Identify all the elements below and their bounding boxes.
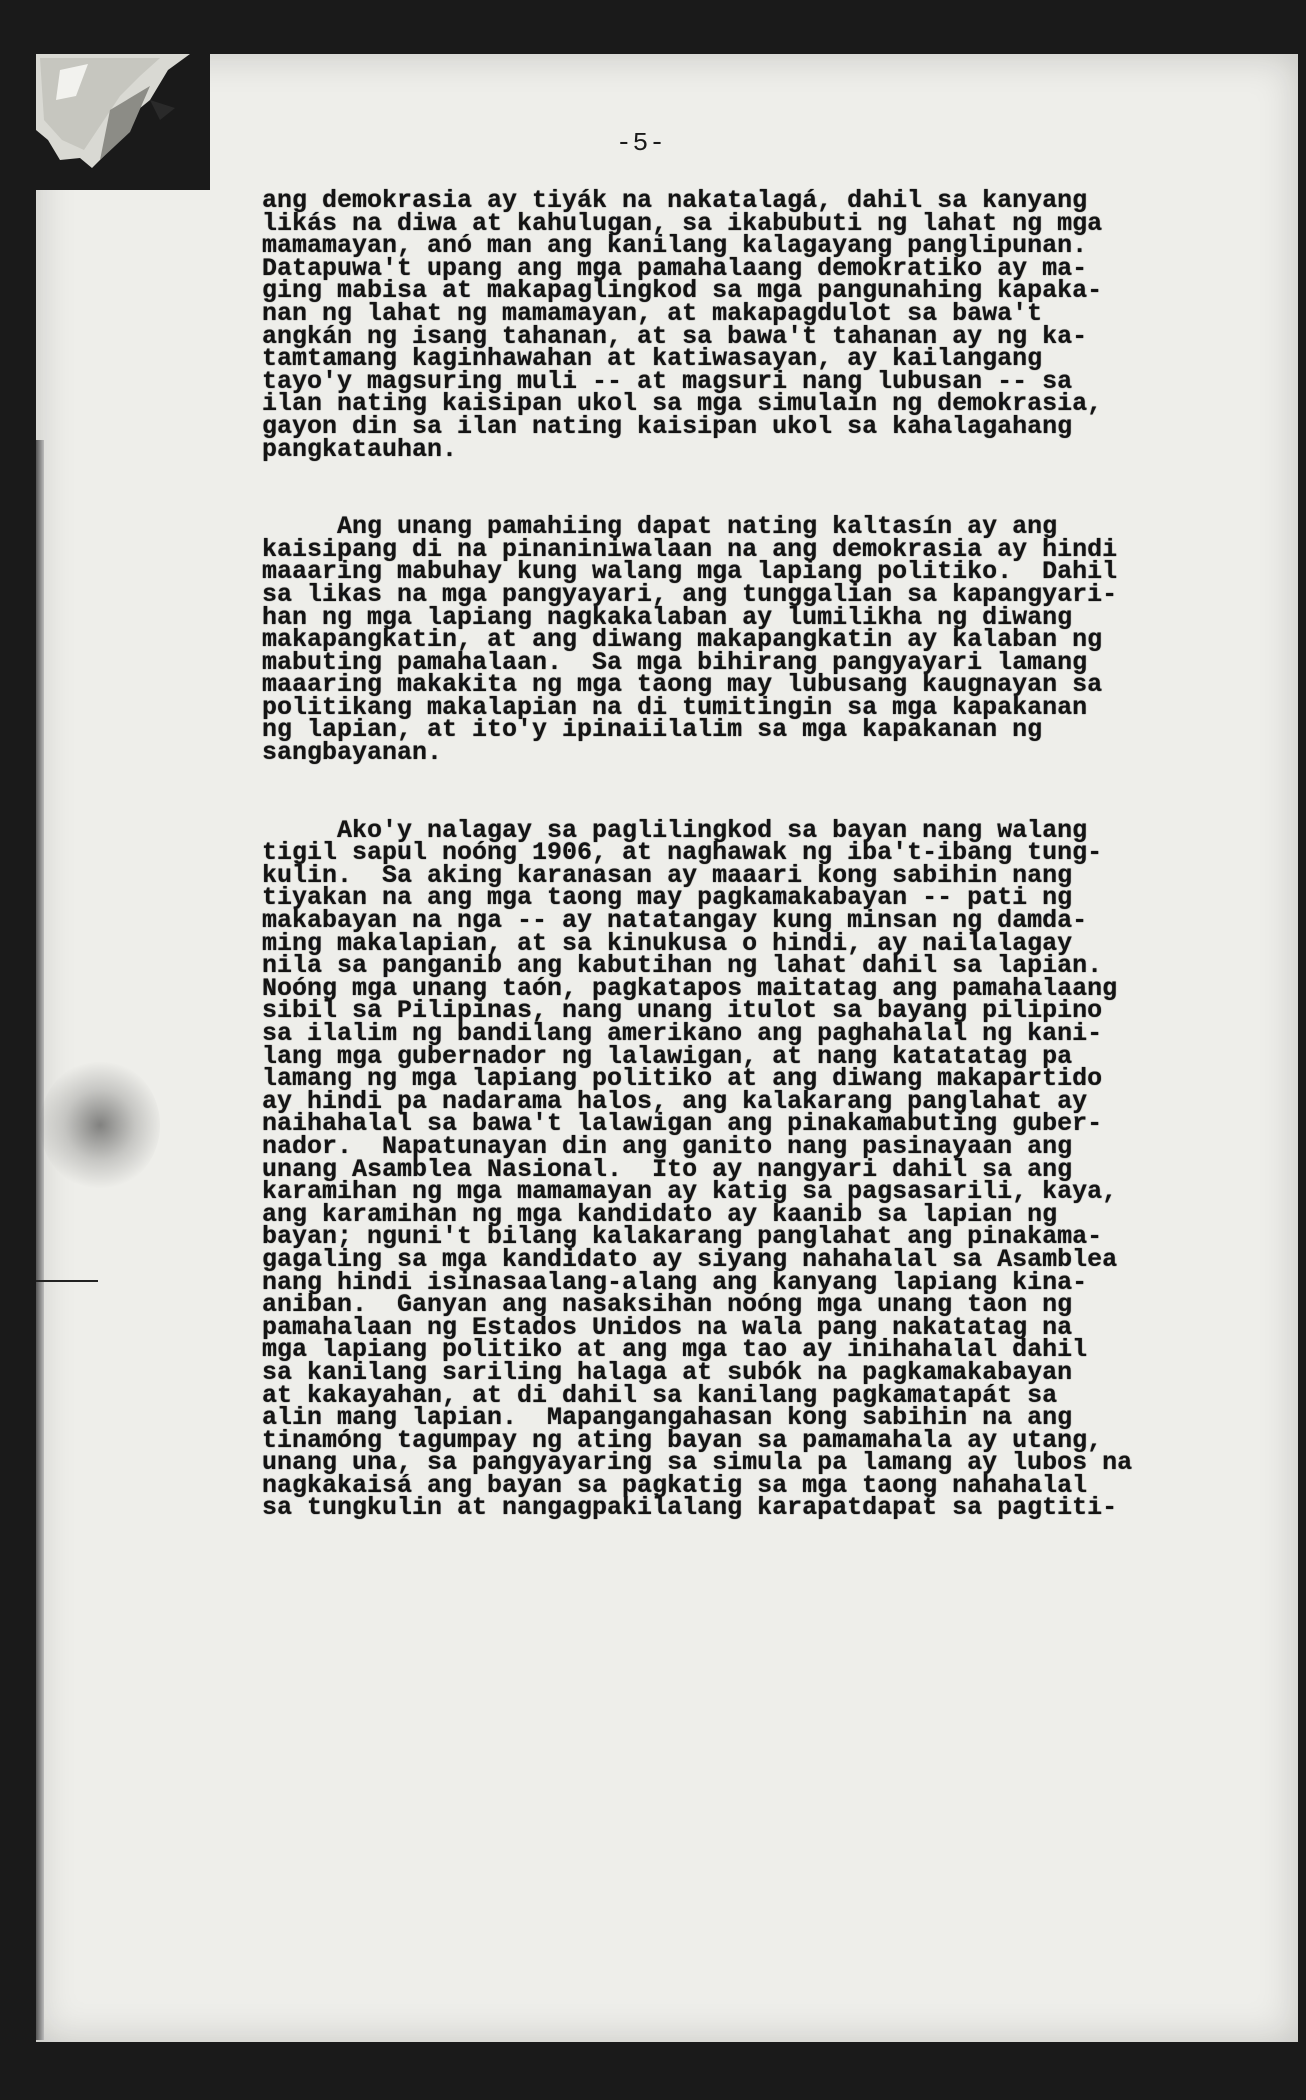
text-line: unang Asamblea Nasional. Ito ay nangyari dahil sa ang (262, 1154, 1073, 1184)
text-line: pamahalaan ng Estados Unidos na wala pang nakatatag na (262, 1312, 1073, 1342)
text-line: maaaring makakita ng mga taong may lubusang kaugnayan sa (262, 670, 1103, 700)
text-line: nan ng lahat ng mamamayan, at makapagdulot sa bawa't (262, 298, 1043, 328)
page-binding-edge (36, 440, 44, 2040)
page-number: -5- (616, 128, 666, 158)
text-line: ay hindi pa nadarama halos, ang kalakarang panglahat ay (262, 1086, 1088, 1116)
paragraph-3 (262, 815, 1262, 1523)
text-line: tiyakan na ang mga taong may pagkamakabayan -- pati ng (262, 883, 1073, 913)
text-line: han ng mga lapiang nagkakalaban ay lumilikha ng diwang (262, 602, 1073, 632)
text-line: kaisipang di na pinaniniwalaan na ang demokrasia ay hindi (262, 534, 1118, 564)
text-line: kulin. Sa aking karanasan ay maaari kong sabihin nang (262, 860, 1073, 890)
text-line: Noóng mga unang taón, pagkatapos maitatag ang pamahalaang (262, 973, 1118, 1003)
typed-body-text (262, 186, 1262, 1523)
text-line: makabayan na nga -- ay natatangay kung minsan ng damda- (262, 906, 1088, 936)
text-line: tamtamang kaginhawahan at katiwasayan, ay kailangang (262, 344, 1043, 374)
text-line: tayo'y magsuring muli -- at magsuri nang lubusan -- sa (262, 366, 1073, 396)
text-line: Datapuwa't upang ang mga pamahalaang demokratiko ay ma- (262, 253, 1088, 283)
text-line: makapangkatin, at ang diwang makapangkatin ay kalaban ng (262, 625, 1103, 655)
text-line: ng lapian, at ito'y ipinaiilalim sa mga kapakanan ng (262, 715, 1043, 745)
text-line: ging mabisa at makapaglingkod sa mga pangunahing kapaka- (262, 276, 1103, 306)
text-line: mabuting pamahalaan. Sa mga bihirang pangyayari lamang (262, 647, 1088, 677)
text-line: at kakayahan, at di dahil sa kanilang pagkamatapát sa (262, 1380, 1058, 1410)
text-line: lamang ng mga lapiang politiko at ang diwang makapartido (262, 1064, 1103, 1094)
text-line: maaaring mabuhay kung walang mga lapiang politiko. Dahil (262, 557, 1118, 587)
text-line: tigil sapul noóng 1906, at naghawak ng iba't-ibang tung- (262, 838, 1103, 868)
text-line: sibil sa Pilipinas, nang unang itulot sa bayang pilipino (262, 996, 1103, 1026)
text-line: likás na diwa at kahulugan, sa ikabubuti ng lahat ng mga (262, 208, 1103, 238)
text-line: mga lapiang politiko at ang mga tao ay inihahalal dahil (262, 1335, 1088, 1365)
paragraph-1 (262, 186, 1262, 464)
text-line: tinamóng tagumpay ng ating bayan sa pamamahala ay utang, (262, 1425, 1103, 1455)
text-line: alin mang lapian. Mapangangahasan kong sabihin na ang (262, 1403, 1073, 1433)
text-line: nagkakaisá ang bayan sa pagkatig sa mga taong nahahalal (262, 1470, 1088, 1500)
text-line: angkán ng isang tahanan, at sa bawa't tahanan ay ng ka- (262, 321, 1088, 351)
text-line: nang hindi isinasaalang-alang ang kanyang lapiang kina- (262, 1267, 1088, 1297)
text-line: sa kanilang sariling halaga at subók na pagkamakabayan (262, 1357, 1073, 1387)
text-line: ang demokrasia ay tiyák na nakatalagá, dahil sa kanyang (262, 186, 1088, 215)
torn-corner-graphic (0, 0, 210, 190)
text-line: nador. Napatunayan din ang ganito nang pasinayaan ang (262, 1131, 1073, 1161)
text-line: nila sa panganib ang kabutihan ng lahat dahil sa lapian. (262, 951, 1103, 981)
text-line: pangkatauhan. (262, 434, 458, 464)
text-line: ilan nating kaisipan ukol sa mga simulain ng demokrasia, (262, 389, 1103, 419)
text-line: sangbayanan. (262, 738, 443, 768)
text-line: bayan; nguni't bilang kalakarang panglahat ang pinakama- (262, 1222, 1103, 1252)
margin-mark (36, 1280, 98, 1282)
text-line: sa ilalim ng bandilang amerikano ang paghahalal ng kani- (262, 1019, 1103, 1048)
text-line: sa tungkulin at nangagpakilalang karapatdapat sa pagtiti- (262, 1493, 1118, 1523)
text-line: politikang makalapian na di tumitingin sa mga kapakanan (262, 692, 1088, 722)
text-line: unang una, sa pangyayaring sa simula pa lamang ay lubos na (262, 1448, 1133, 1478)
text-line: gayon din sa ilan nating kaisipan ukol sa kahalagahang (262, 411, 1073, 441)
text-line: mamamayan, anó man ang kanilang kalagayang panglipunan. (262, 231, 1088, 261)
text-line: sa likas na mga pangyayari, ang tunggalian sa kapangyari- (262, 579, 1118, 609)
text-line: aniban. Ganyan ang nasaksihan noóng mga unang taon ng (262, 1290, 1073, 1320)
text-line: ang karamihan ng mga kandidato ay kaanib sa lapian ng (262, 1199, 1058, 1229)
paragraph-2 (262, 512, 1262, 768)
text-line: lang mga gubernador ng lalawigan, at nang katatatag pa (262, 1041, 1073, 1071)
text-line: karamihan ng mga mamamayan ay katig sa pagsasarili, kaya, (262, 1177, 1118, 1207)
text-line: Ako'y nalagay sa paglilingkod sa bayan nang walang (262, 815, 1088, 845)
text-line: naihahalal sa bawa't lalawigan ang pinakamabuting guber- (262, 1109, 1103, 1139)
text-line: ming makalapian, at sa kinukusa o hindi, ay nailalagay (262, 928, 1073, 958)
text-line: gagaling sa mga kandidato ay siyang nahahalal sa Asamblea (262, 1244, 1118, 1274)
ink-smudge (40, 1060, 160, 1190)
text-line: Ang unang pamahiing dapat nating kaltasín ay ang (262, 512, 1058, 542)
